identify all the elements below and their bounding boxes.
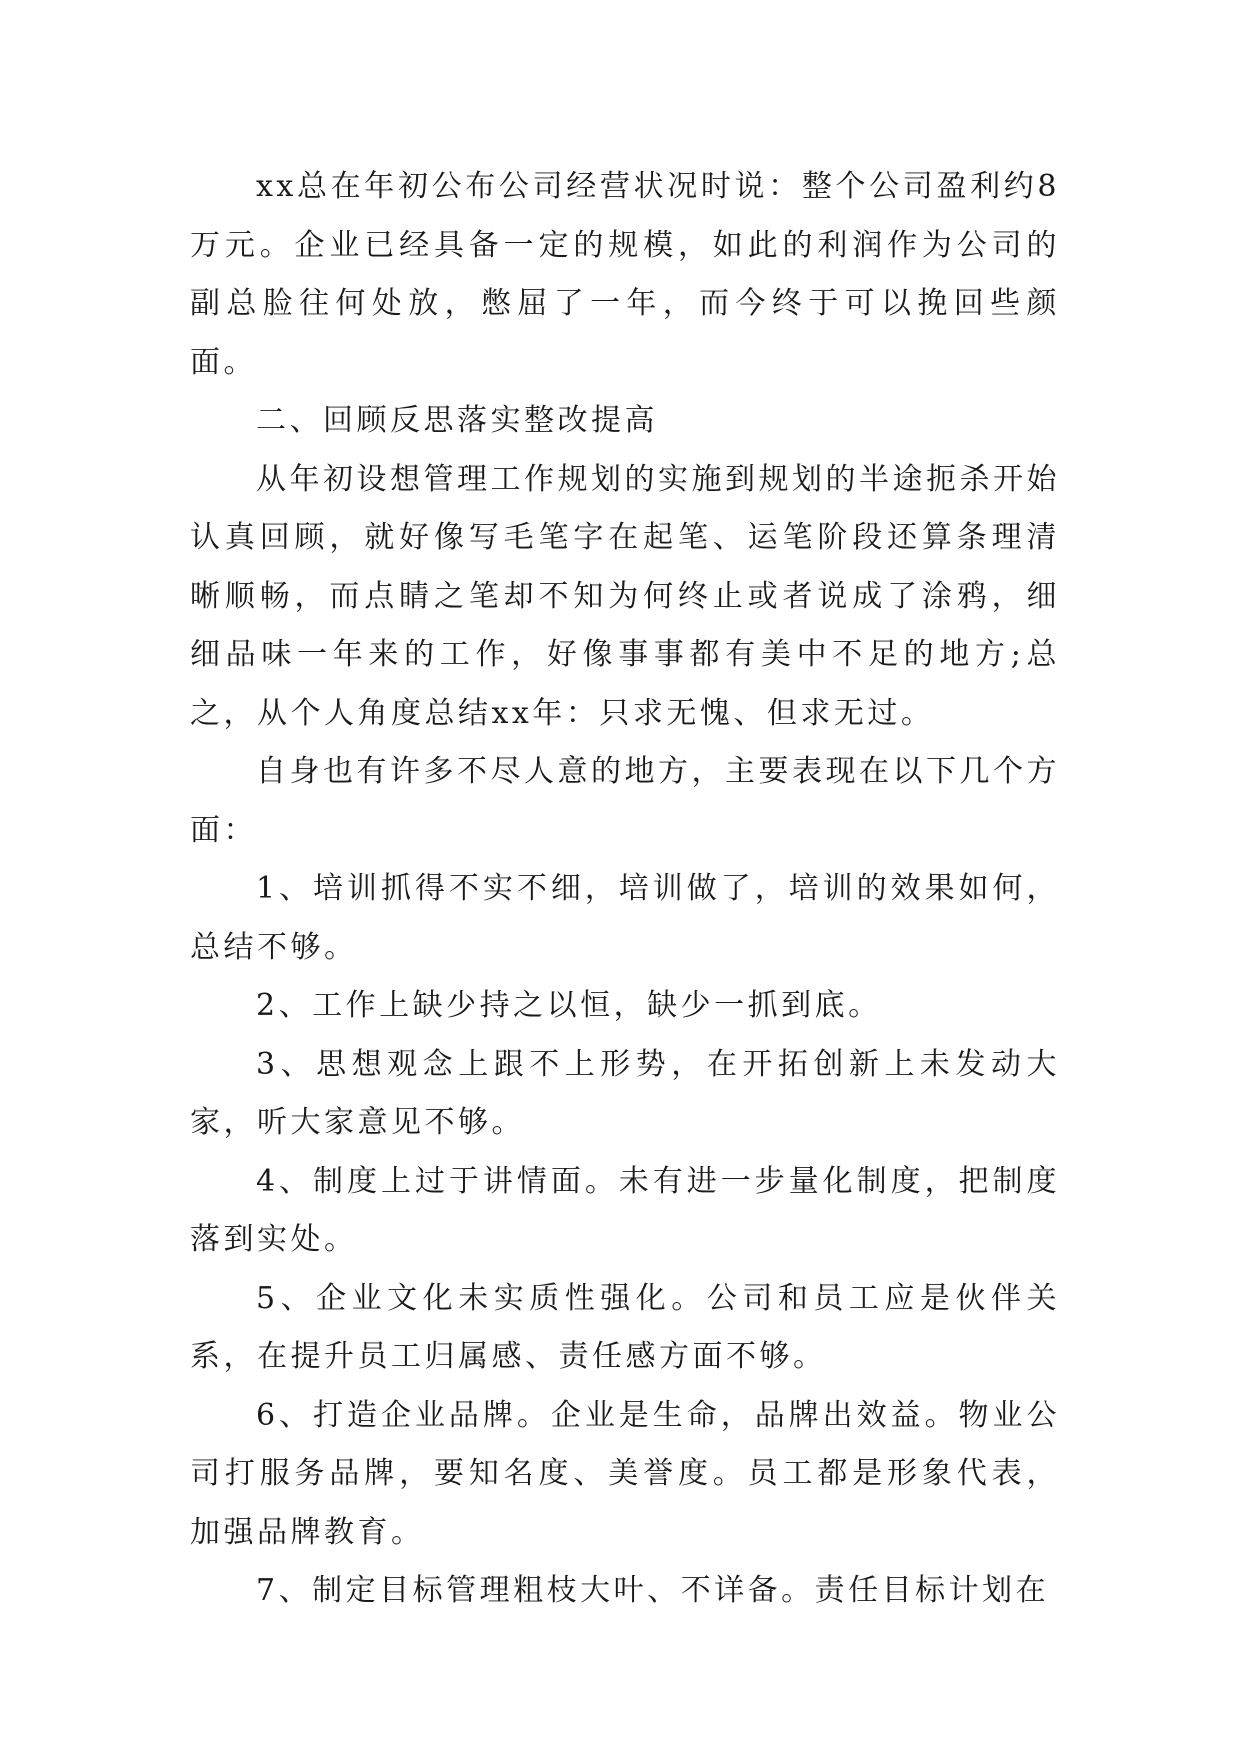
- paragraph-review: 从年初设想管理工作规划的实施到规划的半途扼杀开始认真回顾，就好像写毛笔字在起笔、运笔阶段还算条理清晰顺畅，而点睛之笔却不知为何终止或者说成了涂鸦，细细品味一年来的工作，好像事事都有美中不足的地方;总之，从个人角度总结xx年：只求无愧、但求无过。: [190, 461, 1060, 731]
- section-heading-review: 二、回顾反思落实整改提高: [256, 403, 658, 438]
- list-item-mindset: 3、思想观念上跟不上形势，在开拓创新上未发动大家，听大家意见不够。: [190, 1046, 1060, 1140]
- list-item-persistence: 2、工作上缺少持之以恒，缺少一抓到底。: [256, 988, 882, 1023]
- list-item-brand: 6、打造企业品牌。企业是生命，品牌出效益。物业公司打服务品牌，要知名度、美誉度。员工都是形象代表，加强品牌教育。: [190, 1397, 1060, 1550]
- paragraph-profit-summary: xx总在年初公布公司经营状况时说：整个公司盈利约8万元。企业已经具备一定的规模，如此的利润作为公司的副总脸往何处放，憋屈了一年，而今终于可以挽回些颜面。: [190, 169, 1060, 380]
- paragraph-shortcomings-intro: 自身也有许多不尽人意的地方，主要表现在以下几个方面：: [190, 754, 1060, 848]
- list-item-rules: 4、制度上过于讲情面。未有进一步量化制度，把制度落到实处。: [190, 1163, 1060, 1257]
- list-item-culture: 5、企业文化未实质性强化。公司和员工应是伙伴关系，在提升员工归属感、责任感方面不够。: [190, 1280, 1060, 1374]
- document-body: [190, 158, 1060, 1621]
- list-item-targets: 7、制定目标管理粗枝大叶、不详备。责任目标计划在: [256, 1573, 1050, 1608]
- list-item-training: 1、培训抓得不实不细，培训做了，培训的效果如何，总结不够。: [190, 871, 1060, 965]
